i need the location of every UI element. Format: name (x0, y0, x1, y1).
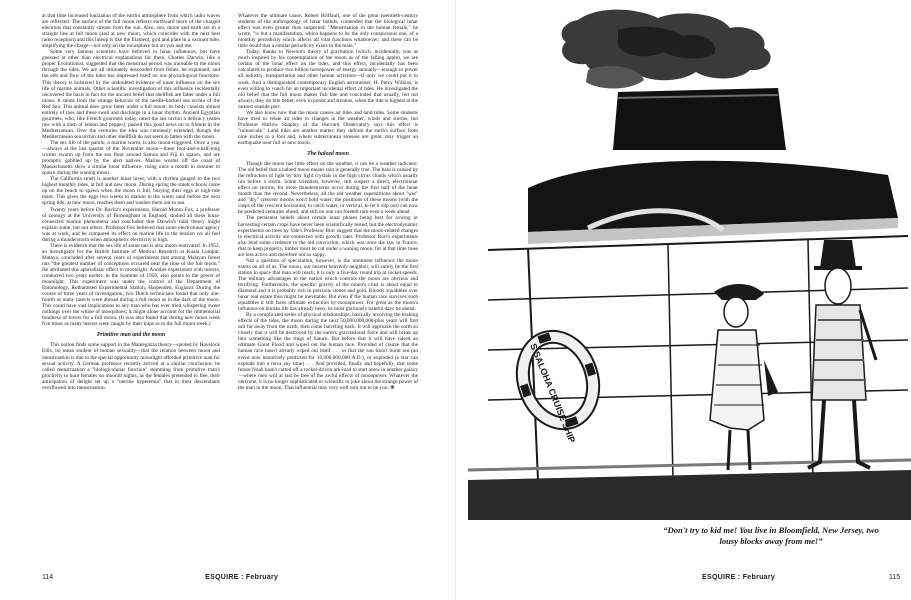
magazine-name-left: ESQUIRE : February (205, 574, 279, 581)
body-paragraph: Today, thanks to Newton's theory of gravitation (which, incidentally, was as much inspired by his contemplation of the moon as of the falling apple), we are certain of the lunar effect on the tides, and this effect, incidentally has been calculated to produce two billion horsepower of energy annually—enough to power all industry, transportation and other human activities—if only we could put it to work. And a distinguished contemporary English astronomer, H. Percy Wilkins, is even willing to vouch for an important incidental effect of tides. He investigated the old belief that the full moon makes fish bite and concluded that usually, but not always, they do bite better, even in ponds and streams, when the tide is highest at the nearest seaside port. (238, 49, 418, 110)
body-paragraph: Twenty years before Dr. Ravitz's experiments, Harold Munro Fox, a professor of zoology at the University of Birmingham in England, studied all these lunar-connected marine phenomena and concluded that Darwin's tidal theory might explain some, but not others. Professor Fox believed that some electrolunar agency was at work, and he compared its effect on marine life to the tension we all feel during a thunderstorm when atmospheric electricity is high. (42, 206, 220, 243)
boat-lettering: S SALOHA CRUISE SHIP (528, 342, 578, 445)
body-paragraph: Not a question of speculation, however, is the imminent influence the moon exerts on all of us. The moon, our nearest heavenly neighbor, will surely be the first station in space that man will reach; it is only a five-day round trip at rocket speeds. The military advantages to the nation which controls the moon are obvious and terrifying. Furthermore, the specific gravity of the moon's crust is about equal to diamond and it is probably rich in precious stones and gold. Bloody squabbles over lunar real estate thus might be inevitable. But even if the human race survives such squabbles it still faces ultimate extinction by moonpower. For great as the moon's influence on human life has already been, its most gloriously baleful days lie ahead. (238, 257, 418, 313)
body-paragraph: The California smelt is another lunar lover, with a rhythm gauged to the two highest monthly tides, at full and new moon. During spring the smelt schools come up on the beach to spawn when the moon is full, burying their eggs at high-tide mark. This gives the eggs two weeks to mature in the warm sand before the next spring tide, at new moon, reaches them and washes them out to sea. (42, 176, 220, 207)
body-paragraph: Some very famous scientists have believed in lunar influences, but have guessed at other than electrical explanations for them. Charles Darwin, like a proper Evolutionist, suggested that the menstrual period was traceable to the moon through the tides. We are all ultimately descended from fishes, he explained, and the ebb and flow of the tides has impressed itself on our physiological functions. This theory is bolstered by the undoubted evidence of lunar influence on the sex life of marine animals. Other scientific investigation of this influence incidentally uncovered the basis in fact for the ancient belief that shellfish are fatter under a full moon. It stems from the strange behavior of the needle-backed sea urchin of the Red Sea. This animal does grow fatter under a full moon; its body consists almost entirely of roes and these swell and discharge in a lunar rhythm. Ancient Egyptian gourmets, who, like French gourmets today, rated the sea urchin a delicacy (eaten raw with a dash of lemon and pepper), passed this good news on to friends in the Mediterranean. Over the centuries the idea was carelessly extended, though the Mediterranean sea urchin and other shellfish do not seem to fatten with the moon. (42, 49, 220, 140)
woman-figure (710, 284, 778, 470)
left-page-column-2 (238, 13, 418, 391)
ship-funnel (528, 88, 898, 244)
section-heading-haloed: The haloed moon (307, 151, 349, 158)
body-paragraph: Though the moon has little effect on the weather, it can be a weather indicator. The old belief that a haloed moon means rain is generally true. The halo is caused by the refraction of light by tiny light crystals in the high cirrus clouds which usually run before a storm. Some scientists, however, still suspect a direct, electrolunar effect on storms, for more thunderstorms occur during the first half of the lunar month than the second. Nevertheless, all the old weather superstitions about "wet" and "dry" crescent moons won't hold water; the positions of these moons (with the cusps of the crescent horizontal, to catch water, or vertical, to let it slip out) can now be predicted centuries ahead, and still no one can foretell rain even a week ahead. (238, 161, 418, 216)
left-page-column-1 (42, 13, 220, 391)
deck-edge (468, 460, 911, 470)
page-number-left: 114 (42, 574, 54, 581)
right-folio (702, 574, 900, 581)
left-folio (42, 574, 278, 581)
body-paragraph: We also know now that the moon causes air tides and land tides. Some students have tried to relate air tides to changes in the weather, winds and storms, but Professor Harlow Shapley of the Harvard Observatory says this effect is "minuscule." Land tides are another matter; they deform the earth's surface from nine inches to a foot and, where subterranean stresses are great, may trigger an earthquake near full or new moon. (238, 109, 418, 146)
section-heading-primitive: Primitive man and the moon (96, 332, 166, 339)
magazine-name-right: ESQUIRE : February (702, 574, 776, 581)
body-paragraph: at that time increased ionization of the earth's atmosphere from which radio waves are reflected. The surface of the full moon reflects earthward more of the charged electrons that constantly stream from the sun. Also, sun, moon and earth are in a straight line at full moon (and at new moon, which coincides with the next best radio reception) and this lineup is like the filament, grid and plate in a vacuum tube, amplifying the charge—not only on the ionosphere but on you and me. (42, 13, 220, 50)
body-paragraph: The sex life of the palolo, a marine worm, is also moon-triggered. Once a year—always at the last quarter of the November moon—these foot-and-a-half-long worms swarm up from the sea floor around Samoa and Fiji to spawn, and are promptly gobbled up by the alert natives. Marine worms off the coast of Massachusetts show a similar lunar influence, rising once a month in summer to spawn during the waning moon. (42, 139, 220, 177)
page-number-right: 115 (889, 574, 901, 581)
body-paragraph: The persistent beliefs about certain lunar phases being best for sowing or harvesting certain crops have never been scientifically tested, but the electrodynamic experiments on trees by Yale's Professor Burr suggest that the moon-related changes in electrical activity are connected with growth rates. Professor Burr's experiments also lend some credence to the old conviction, which was once the law in France, that to keep properly, timber must be cut under a waning moon, for at that time trees are less active and therefore not so sappy. (238, 215, 418, 258)
body-paragraph: Whatever the ultimate cause, Robert Briffault, one of the great twentieth-century students of the anthropology of lunar beliefs, contended that the biological lunar effect was even greater than suspected: "Menstruation in the human female," he wrote, "is but a manifestation, which happens to be the only conspicuous one, of a monthly periodicity which affects all vital functions whatsoever; and there can be little doubt that a similar periodicity exists in the male." (238, 13, 418, 50)
man-figure (808, 240, 876, 468)
smoke-cloud (562, 10, 771, 89)
cartoon-illustration (468, 0, 911, 520)
page-gutter (455, 0, 456, 600)
body-paragraph: There is evidence that the sex life of some rats is also moon-motivated. In 1952, an investigator for the British Institute of Medical Research at Kuala Lumpur, Malaya, concluded after several years of experiments that among Malayan forest rats "the greatest number of conceptions occurred near the time of the full moon." He attributed this aphrodisiac effect to moonlight. Another experiment with insects, conducted two years earlier, in the Summer of 1950, also points to the power of moonlight. This experiment was under the control of the Department of Entomology, Rothamsted Experimental Station, Harpenden, England. During the course of three years of investigation, two Dutch technicians found that only one-fourth as many insects were abroad during a full moon as in the dark of the moon. This could have vast implications to any man who has ever tried whispering sweet nothings over the whine of mosquitoes; it might alone account for the immemorial fondness of lovers for a full moon. (It was also found that during new moon week five times as many insects were caught by their traps as in the full moon week.) (42, 242, 220, 328)
cartoon-caption: “Don't try to kid me! You live in Bloomfield, New Jersey, two lousy blocks away from me!” (663, 525, 879, 546)
deck-floor (468, 470, 911, 520)
body-paragraph: By a complicated series of physical relationships, basically involving the braking effects of the tides, the moon during the next 50,000,000,000-plus years will first sail far away from the earth, then come barreling back. It will approach the earth so closely that it will be destroyed by the earth's gravitational force and will break up into something like the rings of Saturn. But before that it will have raised an ultimate Great Flood and wiped out the human race. Provided of course that the human race hasn't already wiped out itself . . . or that the sun hasn't burnt out (an event now tentatively predicted for 10,000,000,000 A.D.), or exploded (a star can explode into a nova any time) . . . And provided, finally and hopefully, that some future Noah hasn't carted off a rocket-driven ark-load to start anew in another galaxy—where men will at last be free of the awful effects of moonpower. Whatever the outcome, it is no longer sophisticated or scientific to joke about the strange power of the man in the moon. That influential may very well turn out to be you. ❋ (238, 312, 418, 391)
body-paragraph: This notion finds some support in the Mantegazza theory—quoted by Havelock Ellis, no mean student of human sexuality—that the relation between moon and menstruation is due to the special opportunity moonlight afforded primitive man for sexual activity. A German professor recently arrived at a similar conclusion: he called menstruation a "biologicolunar function" stemming from primitive man's proclivity to hunt females on moonlit nights; as the females pretended to flee, their anticipation of delight set up a "uterine hyperemia" that in their descendants overflowed into menstruation. (42, 342, 220, 391)
